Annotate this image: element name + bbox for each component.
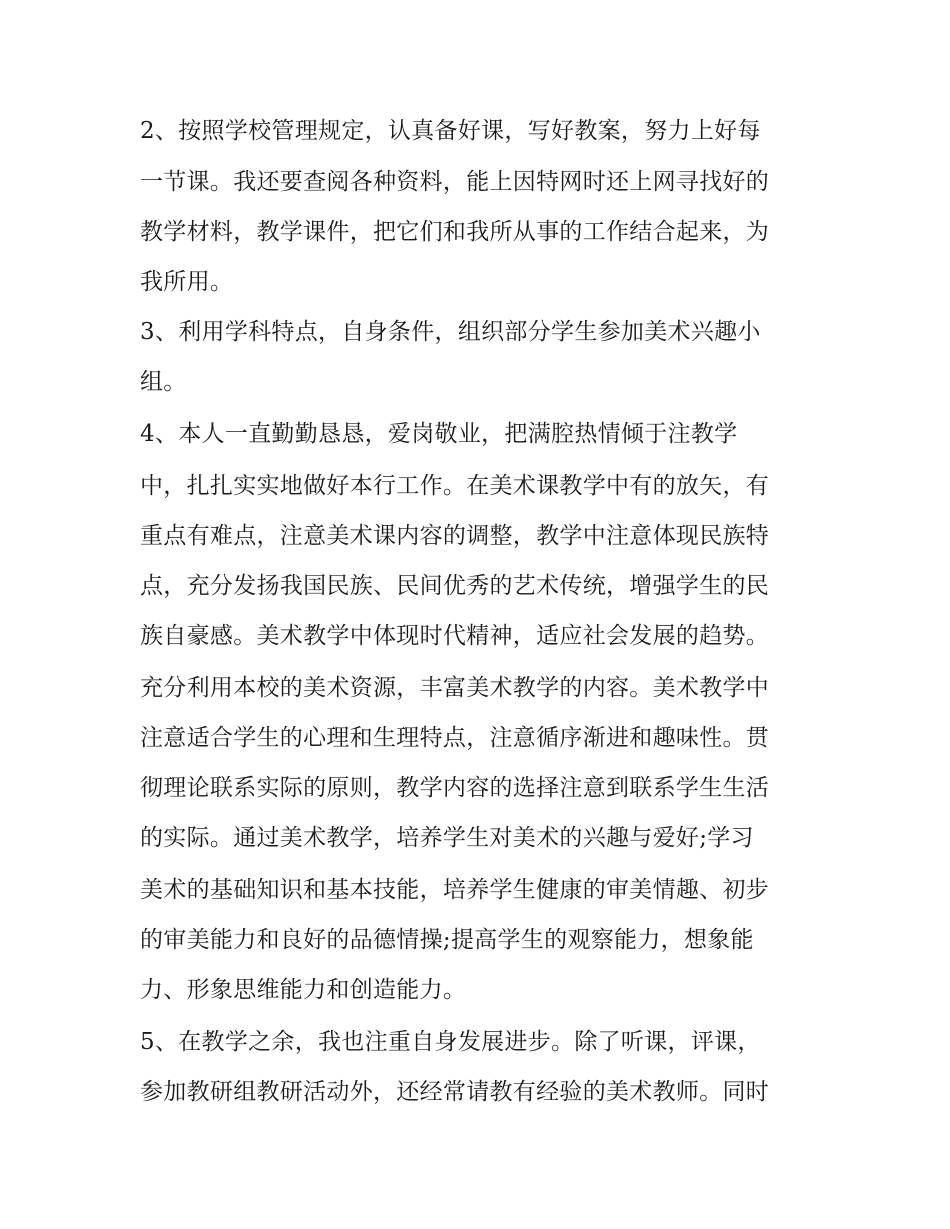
paragraph-4-line-7: 注意适合学生的心理和生理特点，注意循序渐进和趣味性。贯 [140, 725, 770, 751]
paragraph-4-line-5: 族自豪感。美术教学中体现时代精神，适应社会发展的趋势。 [140, 623, 770, 649]
paragraph-3-line-2: 组。 [140, 369, 187, 395]
paragraph-4-line-4: 点，充分发扬我国民族、民间优秀的艺术传统，增强学生的民 [140, 573, 770, 599]
paragraph-2-line-2: 一节课。我还要查阅各种资料，能上因特网时还上网寻找好的 [140, 169, 770, 195]
paragraph-5-line-2: 参加教研组教研活动外，还经常请教有经验的美术教师。同时 [140, 1079, 770, 1105]
paragraph-4-line-1: 4、本人一直勤勤恳恳，爱岗敬业，把满腔热情倾于注教学 [140, 421, 738, 447]
paragraph-5-line-1: 5、在教学之余，我也注重自身发展进步。除了听课，评课， [140, 1029, 761, 1055]
paragraph-4-line-12: 力、形象思维能力和创造能力。 [140, 977, 467, 1003]
paragraph-2-line-3: 教学材料，教学课件，把它们和我所从事的工作结合起来，为 [140, 219, 770, 245]
paragraph-4-line-9: 的实际。通过美术教学，培养学生对美术的兴趣与爱好;学习 [140, 825, 754, 851]
paragraph-4-line-6: 充分利用本校的美术资源，丰富美术教学的内容。美术教学中 [140, 675, 770, 701]
paragraph-3-line-1: 3、利用学科特点，自身条件，组织部分学生参加美术兴趣小 [140, 319, 761, 345]
paragraph-4-line-8: 彻理论联系实际的原则，教学内容的选择注意到联系学生生活 [140, 775, 770, 801]
paragraph-2-line-4: 我所用。 [140, 269, 234, 295]
paragraph-4-line-3: 重点有难点，注意美术课内容的调整，教学中注意体现民族特 [140, 523, 770, 549]
paragraph-4-line-11: 的审美能力和良好的品德情操;提高学生的观察能力，想象能 [140, 927, 754, 953]
paragraph-4-line-10: 美术的基础知识和基本技能，培养学生健康的审美情趣、初步 [140, 877, 770, 903]
paragraph-2-line-1: 2、按照学校管理规定，认真备好课，写好教案，努力上好每 [140, 118, 761, 144]
paragraph-4-line-2: 中，扎扎实实地做好本行工作。在美术课教学中有的放矢，有 [140, 473, 770, 499]
